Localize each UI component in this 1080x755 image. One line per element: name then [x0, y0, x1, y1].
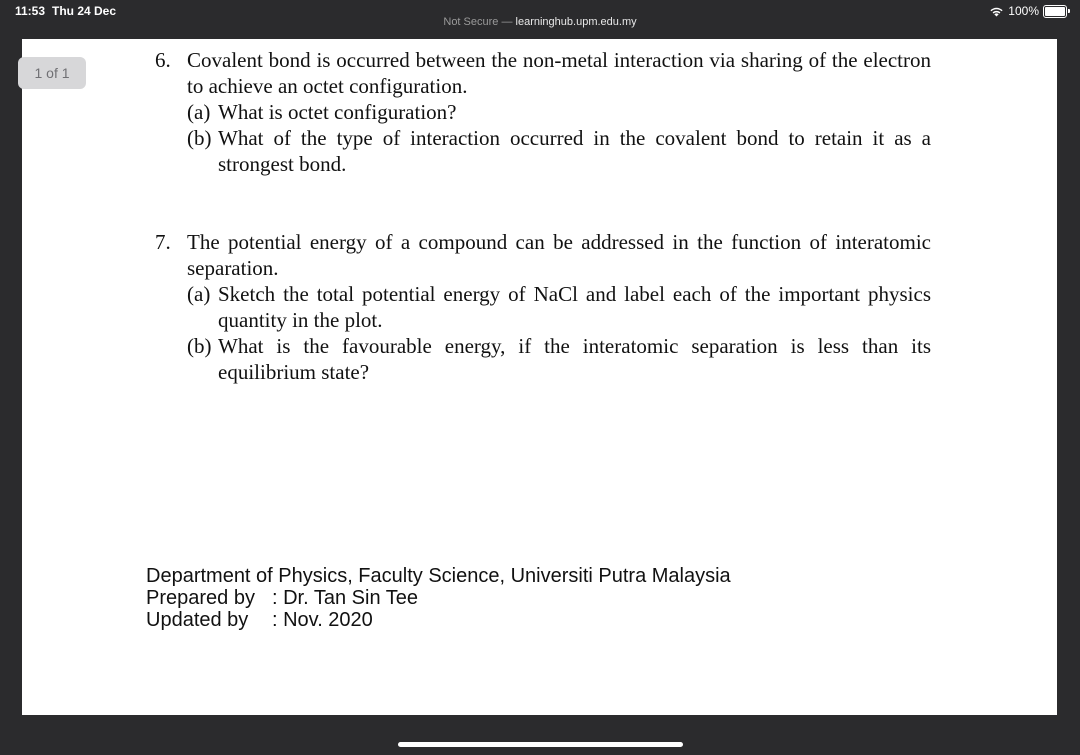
sub-question-continuation: quantity in the plot.: [218, 308, 383, 332]
question-text-line: The potential energy of a compound can be addressed in the function of interatomic: [187, 230, 931, 254]
prepared-by-row: [146, 587, 731, 609]
home-indicator[interactable]: [398, 742, 683, 747]
battery-nub: [1068, 9, 1070, 13]
question-7: [155, 229, 931, 385]
battery-fill: [1045, 7, 1065, 16]
question-number: 6.: [155, 48, 171, 72]
question-text-line: separation.: [187, 256, 279, 280]
wifi-icon: [989, 6, 1004, 17]
updated-by-value: : Nov. 2020: [272, 609, 373, 631]
address-bar[interactable]: [0, 16, 1080, 28]
status-time: 11:53: [15, 4, 46, 18]
sub-question-text: Sketch the total potential energy of NaCl and label each of the important physics: [218, 282, 931, 306]
sub-question-b: [155, 333, 931, 359]
sub-question-a: [155, 281, 931, 307]
updated-by-row: [146, 609, 731, 631]
prepared-by-label: Prepared by: [146, 587, 255, 609]
sub-question-a: [155, 99, 931, 125]
url-separator: —: [498, 16, 516, 28]
status-date: Thu 24 Dec: [52, 4, 117, 18]
sub-label: (b): [187, 334, 212, 358]
question-6: [155, 47, 931, 177]
department-line: Department of Physics, Faculty Science, Universiti Putra Malaysia: [146, 565, 731, 587]
updated-by-label: Updated by: [146, 609, 249, 631]
question-text-line: Covalent bond is occurred between the non-metal interaction via sharing of the electron: [187, 48, 931, 72]
sub-question-continuation: strongest bond.: [218, 152, 347, 176]
sub-label: (a): [187, 282, 211, 306]
sub-question-text: What is octet configuration?: [218, 100, 457, 124]
security-status: Not Secure: [443, 16, 499, 28]
page-counter: 1 of 1: [18, 57, 86, 89]
battery-percent: 100%: [1008, 4, 1039, 18]
sub-label: (a): [187, 100, 211, 124]
url-domain: learninghub.upm.edu.my: [515, 16, 637, 28]
sub-label: (b): [187, 126, 212, 150]
sub-question-b: [155, 125, 931, 151]
sub-question-text: What is the favourable energy, if the interatomic separation is less than its: [218, 334, 931, 358]
sub-question-continuation: equilibrium state?: [218, 360, 370, 384]
document-footer: [146, 565, 731, 631]
prepared-by-value: : Dr. Tan Sin Tee: [272, 587, 419, 609]
sub-question-text: What of the type of interaction occurred in the covalent bond to retain it as a: [218, 126, 931, 150]
question-text-line: to achieve an octet configuration.: [187, 74, 468, 98]
question-number: 7.: [155, 230, 171, 254]
